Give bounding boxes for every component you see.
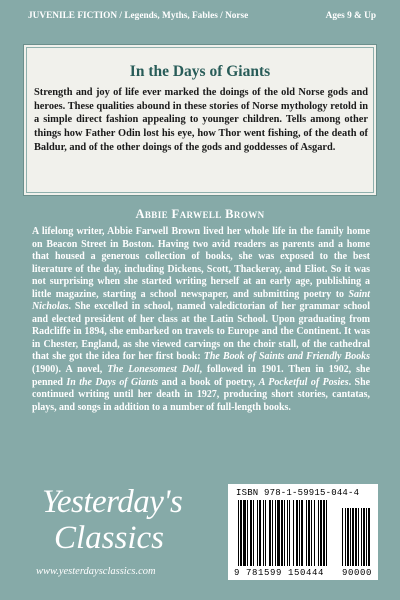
- barcode-digits: 9 781599 150444: [234, 568, 325, 578]
- book-title: In the Days of Giants: [129, 63, 271, 80]
- barcode-graphic: [228, 484, 378, 580]
- author-name: Abbie Farwell Brown: [135, 207, 265, 221]
- publisher-name-line1: Yesterday's: [42, 484, 183, 520]
- bio-text-5: and a book of poetry,: [158, 376, 259, 388]
- bio-title-days-of-giants: In the Days of Giants: [66, 376, 159, 388]
- bio-text-6: . She continued writing until her death in 1927, producing short stories, cantatas, plays, and songs in addition to a number of full-length books.: [32, 376, 371, 413]
- summary-text: Strength and joy of life ever marked the doings of the old Norse gods and heroes. These qualities abound in these stories of Norse mythology retold in a simple direct fashion appealing to younger children. Tells among other things how Father Odin lost his eye, how Thor went fishing, of the death of Baldur, and of the other doings of the gods and goddesses of Asgard.: [34, 87, 368, 153]
- bio-title-saint-nicholas: Saint Nicholas: [32, 288, 370, 313]
- top-bar: [0, 0, 400, 30]
- isbn-label: ISBN 978-1-59915-044-4: [236, 488, 360, 498]
- age-label: Ages 9 & Up: [325, 11, 376, 21]
- bio-text-2: . She excelled in school, named valedictorian of her grammar school and elected president of her class at the Latin School. Upon graduating from Radcliffe in 1894, she embarked on travels to Europe and the Continent. It was in Chester, England, as she viewed carvings on the choir stall, of the cathedral that she got the idea for her first book:: [32, 301, 370, 363]
- author-bio: [32, 226, 370, 414]
- bio-title-pocketful-of-posies: A Pocketful of Posies: [258, 376, 349, 388]
- bio-text-4: , followed in 1901. Then in 1902, she penned: [32, 364, 370, 388]
- publisher-name-line2: Classics: [54, 520, 165, 556]
- barcode-price-code: 90000: [342, 568, 373, 578]
- bio-title-lonesomest-doll: The Lonesomest Doll: [107, 364, 200, 376]
- category-label: JUVENILE FICTION / Legends, Myths, Fables / Norse: [28, 11, 249, 21]
- barcode-box: [228, 484, 378, 580]
- publisher-logo: [34, 484, 214, 594]
- bio-text-1: A lifelong writer, Abbie Farwell Brown lived her whole life in the family home on Beacon Street in Boston. Having two avid readers as parents and a home that housed a generous collection of books, she was exposed to the best literature of the day, including Dickens, Scott, Thackeray, and Eliot. So it was not surprising when she started writing herself at an early age, publishing a little magazine, starting a school newspaper, and submitting poetry to: [32, 226, 370, 300]
- summary-panel: [23, 44, 377, 196]
- bio-text-3: (1900). A novel,: [32, 364, 108, 376]
- publisher-url: www.yesterdaysclassics.com: [36, 566, 156, 577]
- bio-title-book-of-saints: The Book of Saints and Friendly Books: [203, 351, 370, 363]
- barcode-number: [234, 568, 372, 578]
